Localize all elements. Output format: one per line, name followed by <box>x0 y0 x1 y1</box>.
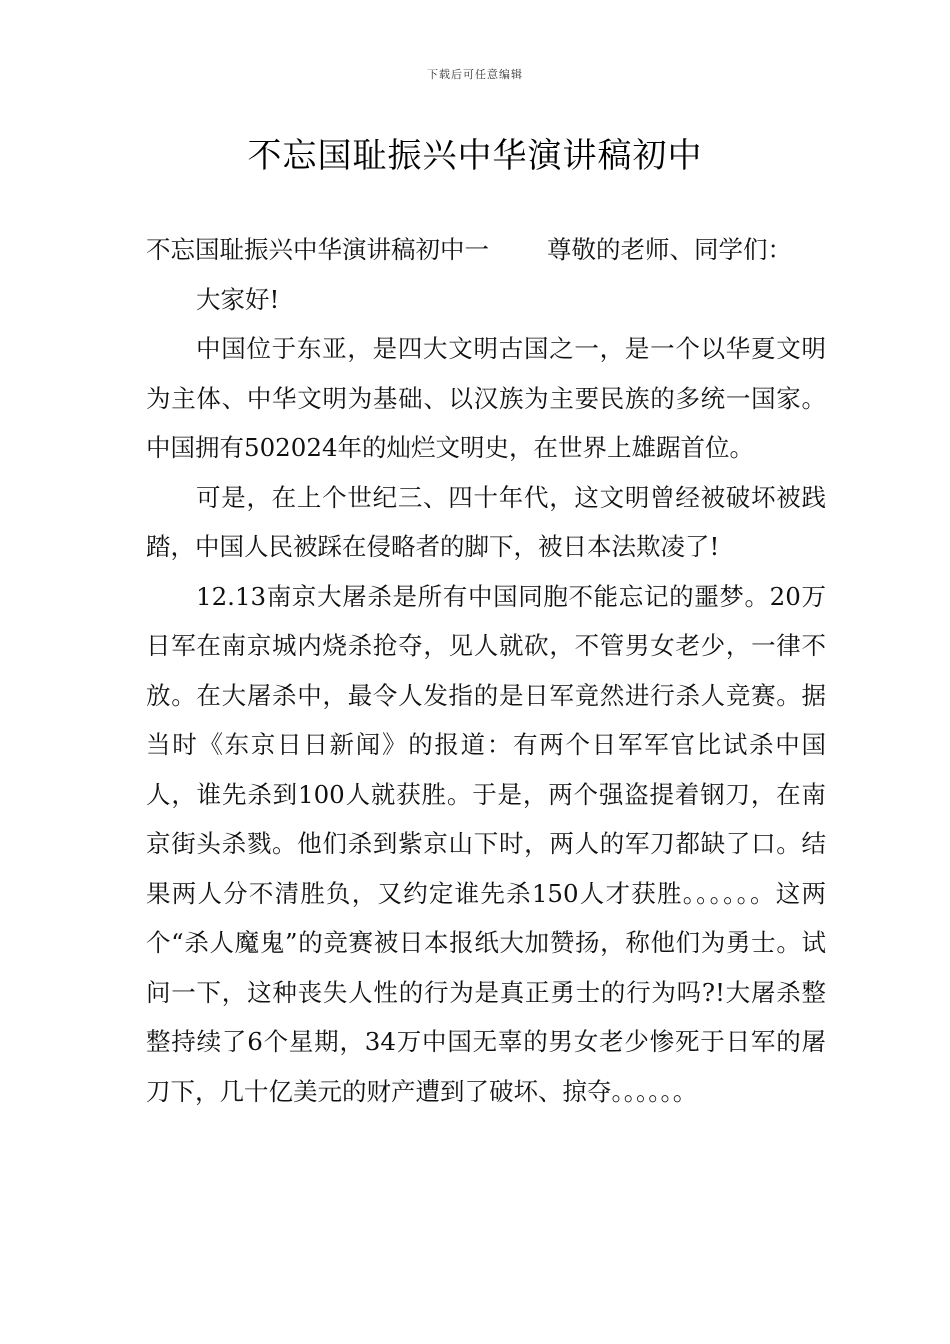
header-note: 下载后可任意编辑 <box>427 68 523 81</box>
lead-line <box>146 225 826 275</box>
lead-heading: 不忘国耻振兴中华演讲稿初中一 <box>146 235 489 264</box>
document-title: 不忘国耻振兴中华演讲稿初中 <box>247 136 703 176</box>
salutation: 尊敬的老师、同学们： <box>547 235 792 264</box>
paragraph-nanjing: 12.13南京大屠杀是所有中国同胞不能忘记的噩梦。20万日军在南京城内烧杀抢夺，见人就砍，不管男女老少，一律不放。在大屠杀中，最令人发指的是日军竟然进行杀人竞赛。据当时《东京日日新闻》的报道：有两个日军军官比试杀中国人，谁先杀到100人就获胜。于是，两个强盗提着钢刀，在南京街头杀戮。他们杀到紫京山下时，两人的军刀都缺了口。结果两人分不清胜负，又约定谁先杀150人才获胜。。。。。。这两个“杀人魔鬼”的竞赛被日本报纸大加赞扬，称他们为勇士。试问一下，这种丧失人性的行为是真正勇士的行为吗?!大屠杀整整持续了6个星期，34万中国无辜的男女老少惨死于日军的屠刀下，几十亿美元的财产遭到了破坏、掠夺。。。。。。 <box>146 581 826 1106</box>
paragraph-china-intro: 中国位于东亚，是四大文明古国之一，是一个以华夏文明为主体、中华文明为基础、以汉族为主要民族的多统一国家。中国拥有502024年的灿烂文明史，在世界上雄踞首位。 <box>146 334 826 462</box>
paragraph-history: 可是，在上个世纪三、四十年代，这文明曾经被破坏被践踏，中国人民被踩在侵略者的脚下，被日本法欺凌了! <box>146 482 826 561</box>
paragraph-greeting: 大家好! <box>196 284 280 314</box>
document-body <box>146 225 826 1116</box>
